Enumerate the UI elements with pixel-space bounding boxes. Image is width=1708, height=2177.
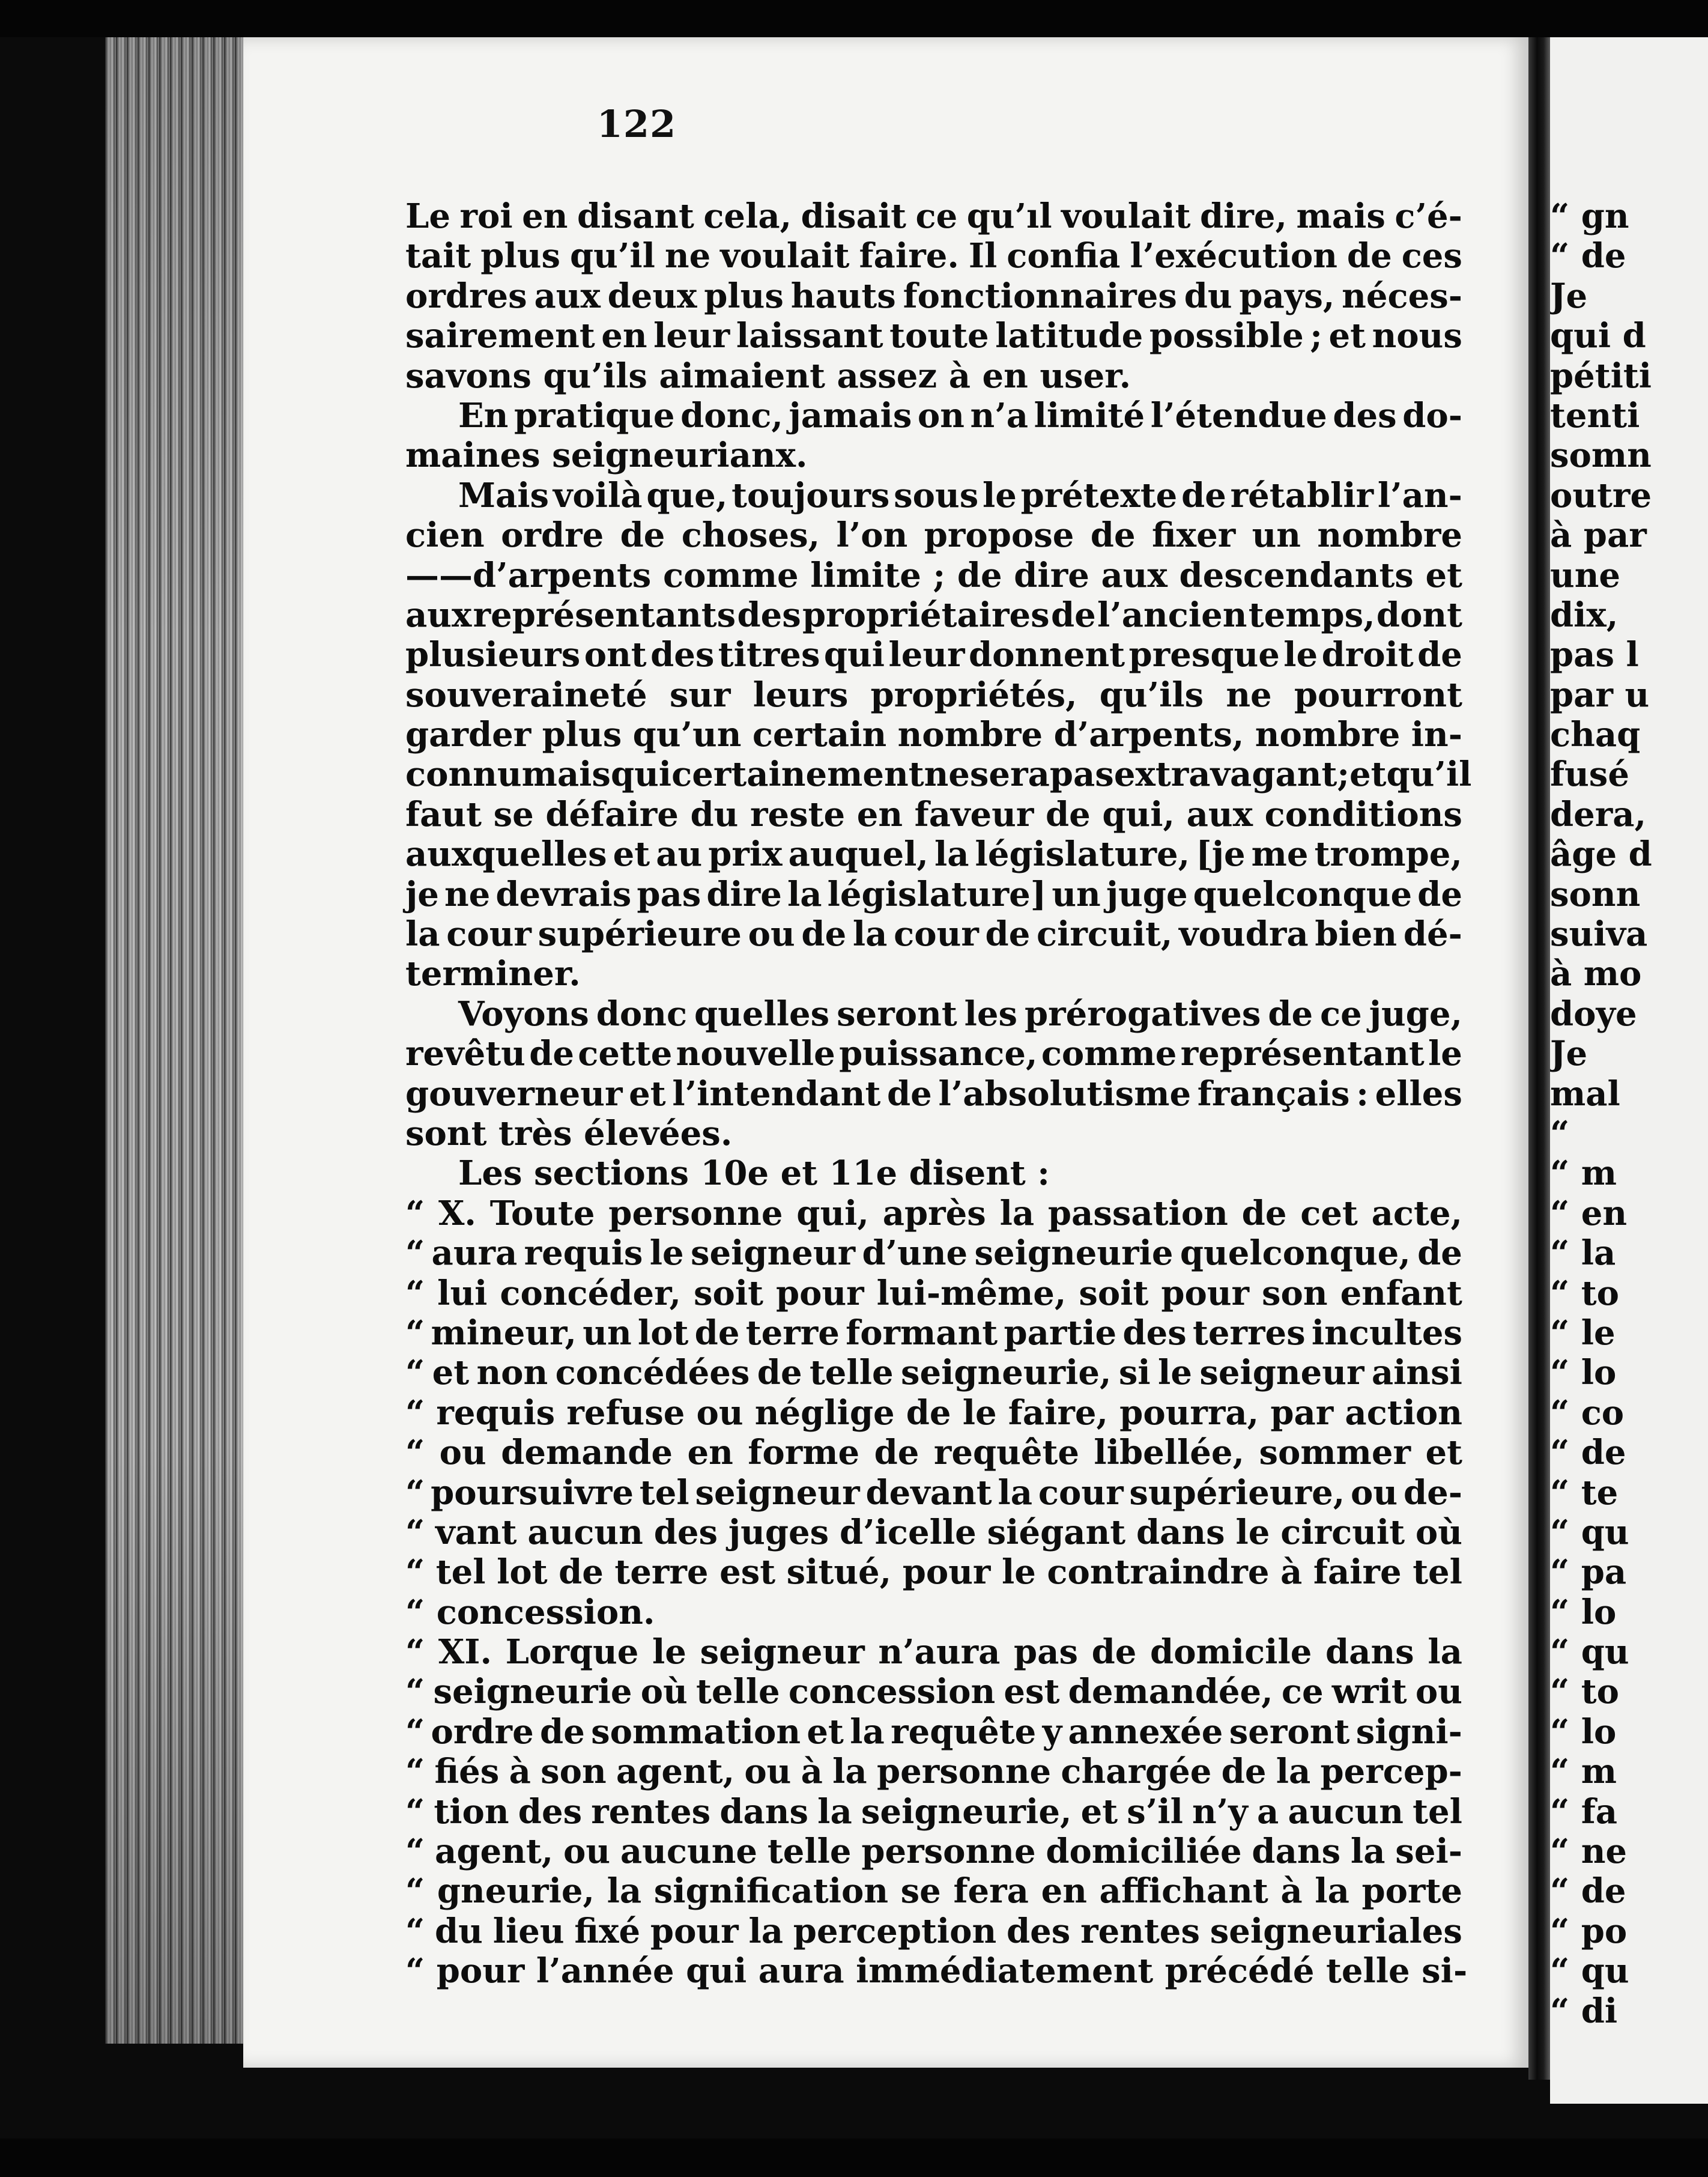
text-line: souveraineté sur leurs propriétés, qu’ils ne pourront xyxy=(405,675,1462,715)
facing-text-line: “ te xyxy=(1550,1472,1619,1513)
facing-text-line: “ to xyxy=(1550,1273,1619,1313)
text-line: “ XI. Lorque le seigneur n’aura pas de domicile dans la xyxy=(405,1632,1462,1672)
facing-text-line: Je xyxy=(1550,276,1588,316)
text-line: auxquelles et au prix auquel, la législature, [je me trompe, xyxy=(405,834,1462,875)
text-line: “ agent, ou aucune telle personne domiciliée dans la sei- xyxy=(405,1832,1462,1872)
text-line: “ et non concédées de telle seigneurie, si le seigneur ainsi xyxy=(405,1353,1462,1393)
facing-text-line: “ de xyxy=(1550,236,1626,276)
facing-text-line: “ di xyxy=(1550,1991,1618,2031)
text-line: “ fiés à son agent, ou à la personne chargée de la percep- xyxy=(405,1752,1462,1792)
facing-text-line: “ en xyxy=(1550,1193,1628,1233)
text-line: garder plus qu’un certain nombre d’arpents, nombre in- xyxy=(405,715,1462,755)
book-gutter xyxy=(1528,37,1550,2080)
text-line: “ aura requis le seigneur d’une seigneurie quelconque, de xyxy=(405,1233,1462,1274)
scan-top-margin xyxy=(0,0,1708,37)
text-line: “ ordre de sommation et la requête y annexée seront signi- xyxy=(405,1711,1462,1752)
left-page xyxy=(243,37,1528,2068)
facing-text-line: “ fa xyxy=(1550,1791,1618,1832)
facing-text-line: pétiti xyxy=(1550,356,1652,396)
text-line: ——d’arpents comme limite ; de dire aux descendants et xyxy=(405,555,1462,595)
text-line: Mais voilà que, toujours sous le prétexte de rétablir l’an- xyxy=(458,475,1462,515)
scan-bottom-margin xyxy=(0,2139,1708,2177)
facing-text-line: “ lo xyxy=(1550,1592,1617,1632)
text-line: “ vant aucun des juges d’icelle siégant dans le circuit où xyxy=(405,1512,1462,1552)
text-line: “ gneurie, la signification se fera en affichant à la porte xyxy=(405,1871,1462,1911)
facing-text-line: somn xyxy=(1550,436,1652,476)
text-line: “ lui concéder, soit pour lui-même, soit pour son enfant xyxy=(405,1273,1462,1313)
facing-text-line: à par xyxy=(1550,515,1647,556)
facing-text-line: “ pa xyxy=(1550,1552,1627,1593)
text-line: “ mineur, un lot de terre formant partie des terres incultes xyxy=(405,1313,1462,1353)
facing-text-line: “ m xyxy=(1550,1752,1617,1792)
text-line: “ concession. xyxy=(405,1592,655,1632)
facing-text-line: âge d xyxy=(1550,834,1652,875)
facing-page-fragment xyxy=(1550,37,1708,2104)
facing-page-text xyxy=(1550,196,1708,2031)
facing-text-line: Je xyxy=(1550,1034,1588,1074)
facing-text-line: “ la xyxy=(1550,1233,1616,1274)
facing-text-line: “ lo xyxy=(1550,1353,1617,1393)
text-line: terminer. xyxy=(405,954,581,994)
text-line: “ ou demande en forme de requête libellée, sommer et xyxy=(405,1433,1462,1473)
facing-text-line: “ xyxy=(1550,1113,1570,1153)
text-line: revêtu de cette nouvelle puissance, comme représentant le xyxy=(405,1034,1462,1074)
facing-text-line: pas l xyxy=(1550,635,1639,675)
facing-text-line: “ de xyxy=(1550,1871,1626,1911)
text-line: je ne devrais pas dire la législature] un juge quelconque de xyxy=(405,874,1462,914)
text-line: maines seigneurianx. xyxy=(405,436,808,476)
facing-text-line: dera, xyxy=(1550,794,1647,834)
text-line: tait plus qu’il ne voulait faire. Il confia l’exécution de ces xyxy=(405,236,1462,276)
facing-text-line: “ m xyxy=(1550,1153,1617,1194)
text-line: sont très élevées. xyxy=(405,1113,733,1153)
text-line: gouverneur et l’intendant de l’absolutisme français : elles xyxy=(405,1073,1462,1114)
text-line: “ du lieu fixé pour la perception des rentes seigneuriales xyxy=(405,1911,1462,1951)
text-line: Voyons donc quelles seront les prérogatives de ce juge, xyxy=(458,994,1462,1034)
facing-text-line: “ qu xyxy=(1550,1632,1629,1672)
facing-text-line: sonn xyxy=(1550,874,1641,914)
text-line: Les sections 10e et 11e disent : xyxy=(458,1153,1050,1194)
facing-text-line: dix, xyxy=(1550,595,1619,635)
text-line: sairement en leur laissant toute latitude possible ; et nous xyxy=(405,316,1462,356)
facing-text-line: “ to xyxy=(1550,1672,1619,1712)
text-line: “ poursuivre tel seigneur devant la cour supérieure, ou de- xyxy=(405,1472,1462,1513)
facing-text-line: chaq xyxy=(1550,715,1641,755)
text-line: aux représentants des propriétaires de l’ancien temps, dont xyxy=(405,595,1462,635)
facing-text-line: à mo xyxy=(1550,954,1642,994)
facing-text-line: doye xyxy=(1550,994,1637,1034)
facing-text-line: “ lo xyxy=(1550,1711,1617,1752)
facing-text-line: par u xyxy=(1550,675,1650,715)
facing-text-line: qui d xyxy=(1550,316,1646,356)
facing-text-line: mal xyxy=(1550,1073,1620,1114)
text-line: “ pour l’année qui aura immédiatement précédé telle si- xyxy=(405,1951,1468,1991)
page-number: 122 xyxy=(596,102,677,146)
text-line: savons qu’ils aimaient assez à en user. xyxy=(405,356,1131,396)
text-line: “ tel lot de terre est situé, pour le contraindre à faire tel xyxy=(405,1552,1462,1593)
text-line: cien ordre de choses, l’on propose de fixer un nombre xyxy=(405,515,1462,556)
facing-text-line: “ ne xyxy=(1550,1832,1628,1872)
text-line: “ X. Toute personne qui, après la passation de cet acte, xyxy=(405,1193,1462,1233)
text-line: “ seigneurie où telle concession est demandée, ce writ ou xyxy=(405,1672,1462,1712)
facing-text-line: “ po xyxy=(1550,1911,1628,1951)
text-line: “ tion des rentes dans la seigneurie, et s’il n’y a aucun tel xyxy=(405,1791,1462,1832)
text-line: faut se défaire du reste en faveur de qui, aux conditions xyxy=(405,794,1462,834)
text-line: “ requis refuse ou néglige de le faire, pourra, par action xyxy=(405,1392,1462,1433)
facing-text-line: “ le xyxy=(1550,1313,1616,1353)
text-line: En pratique donc, jamais on n’a limité l’étendue des do- xyxy=(458,395,1462,436)
facing-text-line: “ co xyxy=(1550,1392,1625,1433)
text-line: la cour supérieure ou de la cour de circuit, voudra bien dé- xyxy=(405,914,1462,955)
facing-text-line: suiva xyxy=(1550,914,1648,955)
book-page-edges xyxy=(105,37,246,2044)
page-body-text xyxy=(405,196,1472,1991)
text-line: plusieurs ont des titres qui leur donnent presque le droit de xyxy=(405,635,1462,675)
facing-text-line: “ qu xyxy=(1550,1951,1629,1991)
text-line: Le roi en disant cela, disait ce qu’ıl voulait dire, mais c’é- xyxy=(405,196,1462,236)
facing-text-line: outre xyxy=(1550,475,1652,515)
facing-text-line: “ de xyxy=(1550,1433,1626,1473)
facing-text-line: tenti xyxy=(1550,395,1640,436)
facing-text-line: “ qu xyxy=(1550,1512,1629,1552)
facing-text-line: fusé xyxy=(1550,755,1629,795)
text-line: connu mais qui certainement ne sera pas extravagant ; et qu’il xyxy=(405,755,1472,795)
facing-text-line: “ gn xyxy=(1550,196,1629,236)
text-line: ordres aux deux plus hauts fonctionnaires du pays, néces- xyxy=(405,276,1462,316)
facing-text-line: une xyxy=(1550,555,1621,595)
